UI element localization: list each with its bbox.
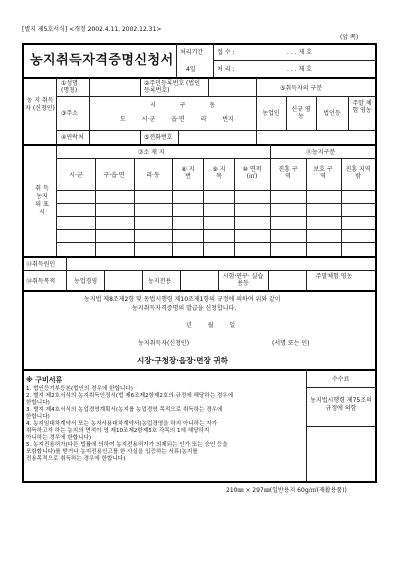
attachment-item: 5. 농지전용허가(다른 법률에 의하여 농지전용허가가 의제되는 인가 또는 승인 등을	[26, 442, 228, 448]
period-value: 4일	[186, 66, 196, 73]
applicant-section-label: 농 지 취득자 (신청인)	[25, 97, 55, 112]
statement-signer: 농지취득자(신청인)	[138, 340, 190, 347]
rrn-label: ②주민등록번호 (법인등록번호)	[144, 80, 200, 94]
statement-sign-note: (서명 또는 인)	[272, 340, 310, 347]
attachment-item: 취득하고자 하는 농지의 면적이 영 제10조제2항제5호 각목의 1에 해당하지	[26, 428, 210, 434]
receipt-value: . . . 제 호	[287, 49, 312, 56]
fee-text: 농지법시행령 제75조의 규정에 의함	[310, 397, 372, 412]
contact-label: ④연락처	[61, 134, 84, 141]
purpose-research: 시험·연구· 실습용등	[222, 273, 264, 287]
attachment-item: 4. 농지임대차계약서 또는 농지사용대차계약서(농업경영을 하지 아니하는 자가	[26, 421, 218, 427]
attachment-item: 아니하는 경우에 한합니다)	[26, 435, 92, 441]
statement-recipient: 시장·구청장·읍장·면장 귀하	[137, 356, 228, 365]
land-category-header: ⑪농지구분	[306, 149, 336, 156]
phone-label: ⑤전화번호	[144, 134, 173, 141]
side-label: (앞 쪽)	[340, 34, 359, 41]
land-section-label: 취 득 농지의 표 시	[35, 185, 49, 216]
paper-size-footer: 210㎜ × 297㎜(일반용지 60g/㎡(재활용품))	[226, 487, 347, 494]
attachment-item: 전용목적으로 취득하는 경우에 한합니다)	[26, 456, 126, 462]
attachments-list	[26, 386, 304, 463]
col-village: 리·동	[146, 172, 160, 179]
col-lot-number: ⑧ 지번	[181, 166, 195, 180]
attachment-item: 포함합니다)를 받거나 농지전용신고를 한 사실을 입증하는 서류(농지를	[26, 449, 198, 455]
attachment-item: 한합니다)	[26, 414, 50, 420]
col-city: 시·군	[69, 172, 83, 179]
process-value: . . . 제 호	[287, 66, 312, 73]
process-label: 처 리 :	[217, 66, 235, 73]
col-land-type: ⑨ 지목	[212, 166, 226, 180]
category-new-farming: 신규 영농	[291, 106, 311, 120]
receipt-label: 접 수 :	[217, 49, 235, 56]
attachments-title: ※ 구비서류	[26, 376, 63, 384]
name-label: ①성명 (명칭)	[61, 80, 78, 94]
category-weekend-farming: 주말 체험 영농	[352, 100, 372, 114]
address-line1: 시 구 동	[150, 102, 216, 109]
col-promotion-zone: 진흥 구역	[278, 166, 298, 180]
purpose-farming: 농업경영	[74, 278, 98, 285]
attachment-item: 한합니다)	[26, 400, 50, 406]
attachment-item: 3. 별지 제4호서식의 농업경영계획서(농지를 농업경영 목적으로 취득하는 경우에	[26, 407, 223, 413]
statement-line2: 농지취득자격증명의 발급을 신청합니다.	[132, 305, 237, 312]
address-line2: 도 시·군 읍·면 리 번지	[120, 116, 234, 123]
col-protection-zone: 보호 구역	[313, 166, 333, 180]
col-area: ⑩ 면적 (㎡)	[242, 166, 262, 180]
fee-label: 수수료	[332, 376, 350, 383]
purpose-weekend: 주말체험 영농	[315, 273, 353, 280]
period-label: 처리기간	[180, 49, 204, 56]
category-header: ⑤취득자의 구분	[280, 85, 323, 92]
col-outside-zone: 진흥 지역밖	[345, 166, 371, 180]
acquisition-cause-label: ⑬취득원인	[26, 261, 56, 268]
purpose-conversion: 농지전용	[148, 278, 172, 285]
form-label: [별지 제5호서식] <개정 2002.4.11, 2002.12.31>	[22, 26, 162, 33]
statement-date: 년 월 일	[186, 322, 236, 329]
category-corporation: 법인등	[323, 110, 341, 117]
col-district: 구·읍·면	[103, 172, 125, 179]
attachment-item: 2. 별지 제2호서식의 농지취득인정서(법 제6조제2항제2호의 규정에 해당하는 경우에	[26, 393, 234, 399]
location-header: ⑦소 재 지	[138, 149, 165, 156]
category-farmer: 농업인	[262, 110, 280, 117]
attachment-item: 1. 법인등기부등본(법인의 경우에 한합니다)	[26, 386, 133, 392]
address-label: ③주소	[61, 110, 78, 117]
acquisition-purpose-label: ⑭취득목적	[26, 278, 56, 285]
statement-line1: 농지법 제8조제2항 및 동법시행령 제10조제1항의 규정에 의하여 위와 같이	[84, 296, 281, 303]
form-title: 농지취득자격증명신청서	[30, 53, 174, 68]
